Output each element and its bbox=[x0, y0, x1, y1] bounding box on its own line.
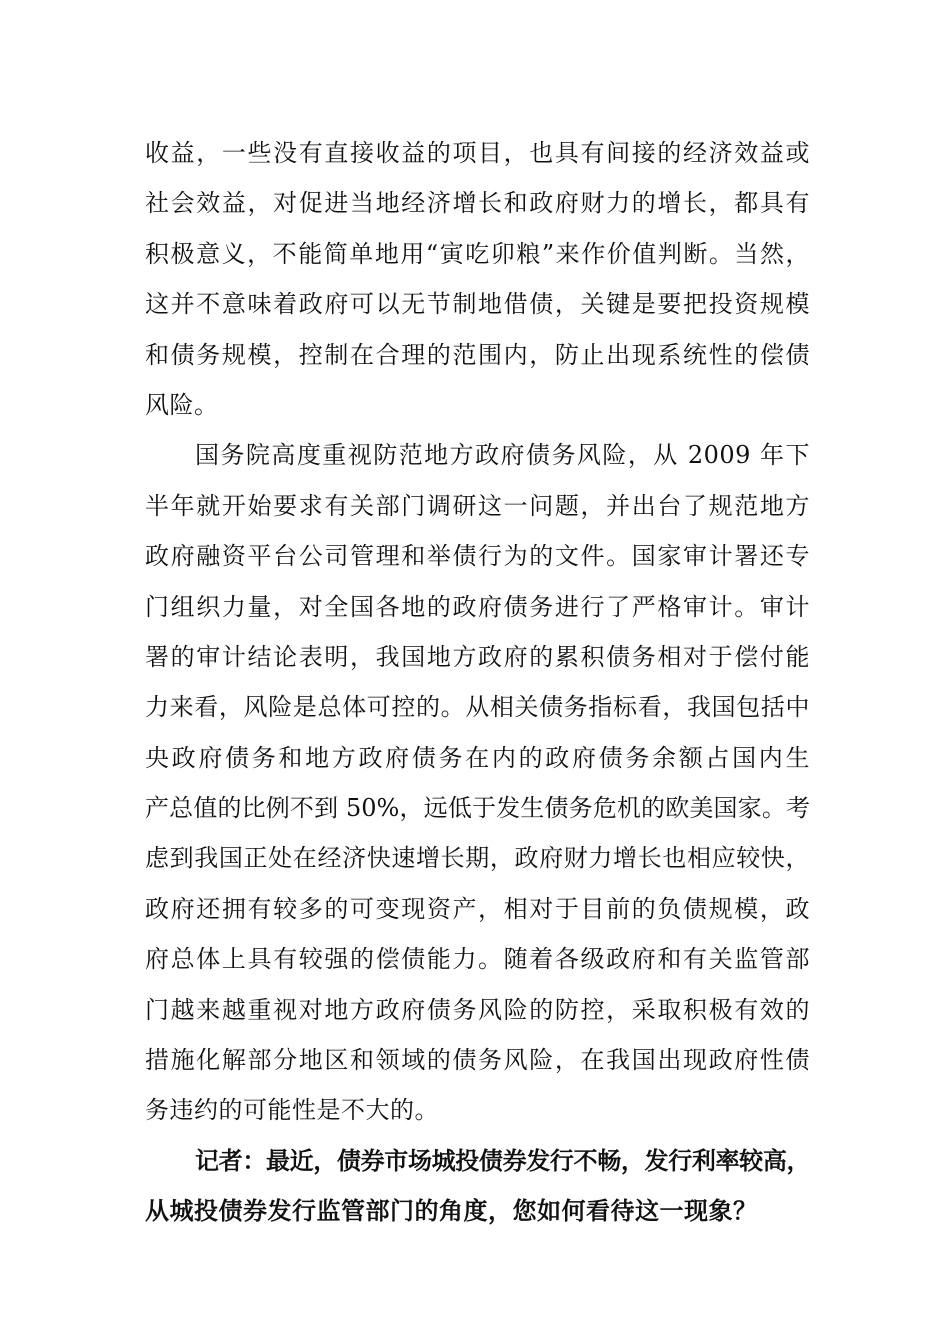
text-line: 门越来越重视对地方政府债务风险的防控，采取积极有效的 bbox=[145, 995, 810, 1024]
paragraph-state-council bbox=[145, 430, 810, 1135]
text-line: 国务院高度重视防范地方政府债务风险，从 2009 年下 bbox=[195, 441, 810, 470]
text-line: 积极意义，不能简单地用“寅吃卯粮”来作价值判断。当然， bbox=[145, 239, 810, 268]
text-line: 收益，一些没有直接收益的项目，也具有间接的经济效益或 bbox=[145, 139, 810, 167]
text-line: 社会效益，对促进当地经济增长和政府财力的增长，都具有 bbox=[145, 189, 810, 218]
text-line: 府总体上具有较强的偿债能力。随着各级政府和有关监管部 bbox=[145, 945, 810, 974]
paragraph-continuation bbox=[145, 128, 810, 430]
text-line: 从城投债券发行监管部门的角度，您如何看待这一现象？ bbox=[145, 1196, 758, 1226]
text-line: 力来看，风险是总体可控的。从相关债务指标看，我国包括中 bbox=[145, 693, 810, 722]
text-line: 政府还拥有较多的可变现资产，相对于目前的负债规模，政 bbox=[145, 894, 810, 923]
text-line: 半年就开始要求有关部门调研这一问题，并出台了规范地方 bbox=[145, 491, 810, 520]
text-line: 措施化解部分地区和领域的债务风险，在我国出现政府性债 bbox=[145, 1046, 810, 1075]
document-page bbox=[145, 128, 810, 1237]
text-line: 政府融资平台公司管理和举债行为的文件。国家审计署还专 bbox=[145, 542, 810, 571]
paragraph-reporter-question bbox=[145, 1136, 810, 1237]
text-line: 署的审计结论表明，我国地方政府的累积债务相对于偿付能 bbox=[145, 642, 810, 671]
text-line: 风险。 bbox=[145, 390, 219, 419]
text-line: 产总值的比例不到 50%，远低于发生债务危机的欧美国家。考 bbox=[145, 794, 810, 823]
text-line: 和债务规模，控制在合理的范围内，防止出现系统性的偿债 bbox=[145, 340, 810, 369]
text-line: 务违约的可能性是不大的。 bbox=[145, 1096, 439, 1125]
text-line: 央政府债务和地方政府债务在内的政府债务余额占国内生 bbox=[145, 743, 810, 772]
text-line: 虑到我国正处在经济快速增长期，政府财力增长也相应较快， bbox=[145, 844, 810, 873]
text-line: 这并不意味着政府可以无节制地借债，关键是要把投资规模 bbox=[145, 290, 810, 319]
text-line: 记者：最近，债券市场城投债券发行不畅，发行利率较高， bbox=[195, 1145, 810, 1175]
text-line: 门组织力量，对全国各地的政府债务进行了严格审计。审计 bbox=[145, 592, 810, 621]
